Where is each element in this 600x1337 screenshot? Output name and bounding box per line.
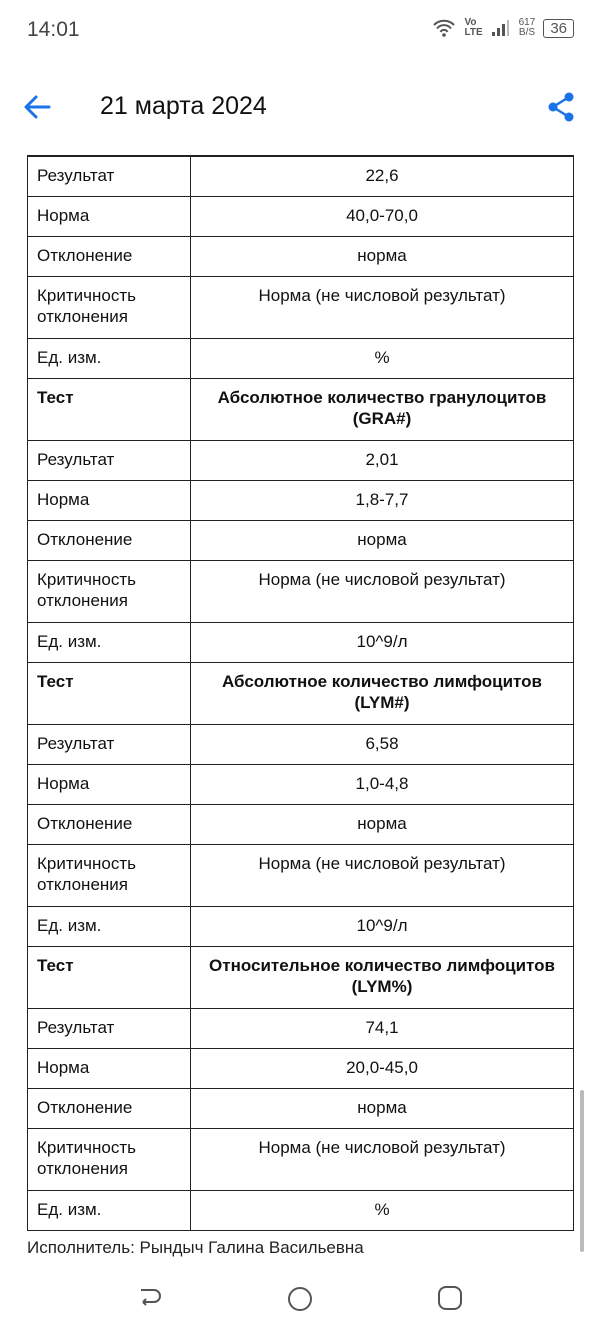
row-label: Отклонение <box>28 237 191 277</box>
table-row <box>28 805 574 845</box>
row-value: Абсолютное количество лимфоцитов (LYM#) <box>191 663 574 725</box>
clock: 14:01 <box>27 18 80 41</box>
row-value: норма <box>191 1089 574 1129</box>
back-arrow-icon[interactable] <box>22 92 52 122</box>
row-value: Норма (не числовой результат) <box>191 561 574 623</box>
row-label: Результат <box>28 156 191 197</box>
results-table <box>27 155 574 1231</box>
app-header <box>0 78 600 138</box>
row-value: % <box>191 339 574 379</box>
row-value: 74,1 <box>191 1009 574 1049</box>
row-value: Норма (не числовой результат) <box>191 845 574 907</box>
wifi-icon <box>432 19 456 37</box>
row-value: 40,0-70,0 <box>191 197 574 237</box>
row-label: Критичность отклонения <box>28 561 191 623</box>
row-label: Норма <box>28 197 191 237</box>
row-value: % <box>191 1191 574 1231</box>
row-label: Тест <box>28 379 191 441</box>
row-label: Критичность отклонения <box>28 1129 191 1191</box>
row-label: Критичность отклонения <box>28 277 191 339</box>
table-row <box>28 1009 574 1049</box>
table-row <box>28 1129 574 1191</box>
row-label: Норма <box>28 1049 191 1089</box>
status-bar <box>0 0 600 60</box>
table-row <box>28 521 574 561</box>
home-nav-icon[interactable] <box>286 1285 314 1318</box>
table-row <box>28 765 574 805</box>
table-row <box>28 339 574 379</box>
row-value: 10^9/л <box>191 623 574 663</box>
row-value: 22,6 <box>191 156 574 197</box>
row-value: норма <box>191 237 574 277</box>
row-label: Тест <box>28 947 191 1009</box>
table-row <box>28 725 574 765</box>
table-row <box>28 1049 574 1089</box>
row-label: Отклонение <box>28 1089 191 1129</box>
table-row <box>28 481 574 521</box>
row-value: 10^9/л <box>191 907 574 947</box>
back-nav-icon[interactable] <box>137 1285 163 1316</box>
row-value: норма <box>191 805 574 845</box>
table-row <box>28 237 574 277</box>
row-label: Ед. изм. <box>28 907 191 947</box>
test-header-row <box>28 947 574 1009</box>
table-row <box>28 197 574 237</box>
test-header-row <box>28 663 574 725</box>
row-value: норма <box>191 521 574 561</box>
row-value: Абсолютное количество гранулоцитов (GRA#) <box>191 379 574 441</box>
row-label: Тест <box>28 663 191 725</box>
row-label: Отклонение <box>28 521 191 561</box>
network-speed: 617 B/S <box>518 17 536 38</box>
row-value: 1,0-4,8 <box>191 765 574 805</box>
row-label: Результат <box>28 1009 191 1049</box>
row-label: Норма <box>28 481 191 521</box>
row-label: Ед. изм. <box>28 339 191 379</box>
table-row <box>28 1089 574 1129</box>
table-row <box>28 277 574 339</box>
system-nav-bar <box>0 1280 600 1320</box>
table-row <box>28 561 574 623</box>
row-label: Результат <box>28 441 191 481</box>
row-label: Ед. изм. <box>28 1191 191 1231</box>
scrollbar[interactable] <box>580 1090 584 1252</box>
executor-text: Исполнитель: Рындыч Галина Васильевна <box>27 1238 364 1257</box>
table-row <box>28 845 574 907</box>
row-value: Норма (не числовой результат) <box>191 1129 574 1191</box>
share-icon[interactable] <box>547 92 575 122</box>
row-value: 20,0-45,0 <box>191 1049 574 1089</box>
row-value: 6,58 <box>191 725 574 765</box>
page-title: 21 марта 2024 <box>100 92 267 120</box>
row-label: Критичность отклонения <box>28 845 191 907</box>
table-row <box>28 623 574 663</box>
row-label: Отклонение <box>28 805 191 845</box>
recents-nav-icon[interactable] <box>437 1285 463 1316</box>
signal-icon <box>491 20 511 36</box>
row-label: Норма <box>28 765 191 805</box>
test-header-row <box>28 379 574 441</box>
row-label: Ед. изм. <box>28 623 191 663</box>
row-value: Относительное количество лимфоцитов (LYM%) <box>191 947 574 1009</box>
table-row <box>28 156 574 197</box>
table-row <box>28 1191 574 1231</box>
row-value: 1,8-7,7 <box>191 481 574 521</box>
row-value: 2,01 <box>191 441 574 481</box>
row-value: Норма (не числовой результат) <box>191 277 574 339</box>
row-label: Результат <box>28 725 191 765</box>
table-row <box>28 907 574 947</box>
volte-indicator: Vo LTE <box>464 17 483 38</box>
table-row <box>28 441 574 481</box>
battery-icon: 36 <box>543 19 574 38</box>
